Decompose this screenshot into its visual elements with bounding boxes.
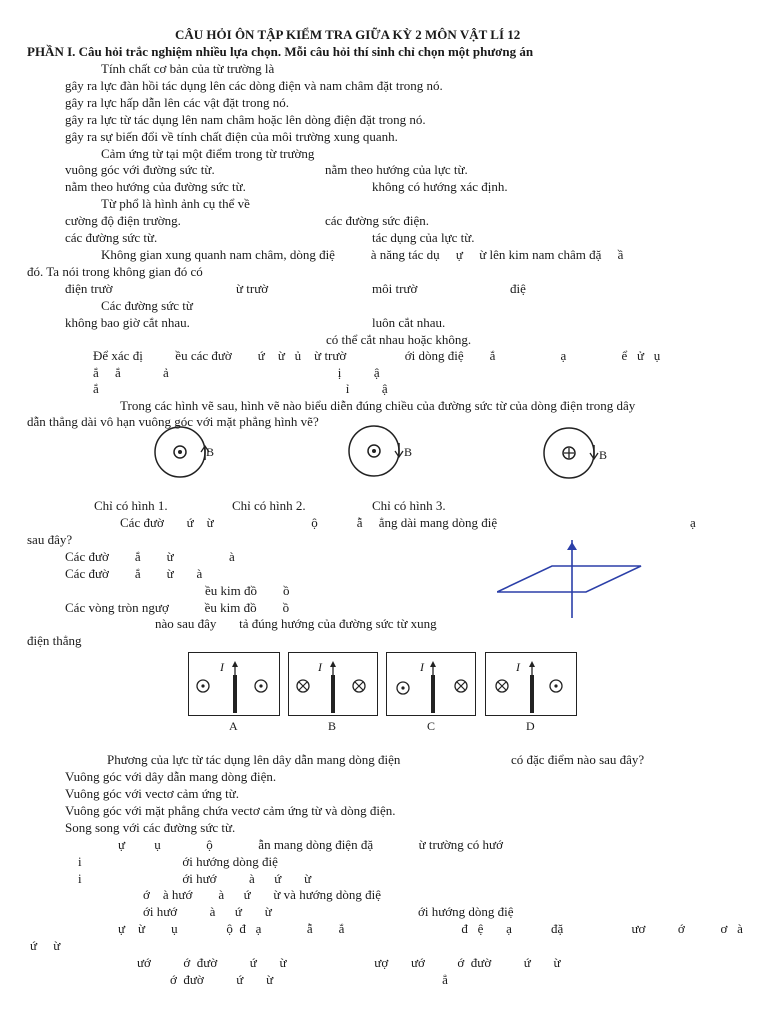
q4-option-d: điệ: [510, 281, 526, 296]
q10-stem-end: có đặc điểm nào sau đây?: [511, 752, 645, 767]
q4-option-c: môi trườ: [372, 281, 418, 296]
current-label-a: I: [220, 660, 224, 674]
q4-option-a: điện trườ: [65, 281, 113, 296]
field-lines-figure: [0, 425, 768, 485]
q3-option-d: tác dụng của lực từ.: [372, 230, 475, 245]
q8-option-a: Các đườ ắ ừ à: [65, 549, 235, 564]
panel-c-drawing: [387, 653, 475, 715]
panel-b: [288, 652, 378, 716]
q8-option-c: Các vòng tròn ngượ ều kim đồ ồ: [65, 600, 290, 615]
q2-option-c: nằm theo hướng của đường sức từ.: [65, 179, 246, 194]
q5-option-c: có thể cắt nhau hoặc không.: [326, 332, 472, 347]
q10-option-b: Vuông góc với vectơ cảm ứng từ.: [65, 786, 239, 801]
q1-option-c: gây ra lực từ tác dụng lên nam châm hoặc lên dòng điện đặt trong nó.: [65, 112, 426, 127]
q3-stem: Từ phổ là hình ảnh cụ thể về: [101, 196, 250, 211]
b-label-2: B: [404, 445, 413, 459]
q1-stem: Tính chất cơ bản của từ trường là: [101, 61, 275, 76]
q11-line5: ới hướ à ứ ừ ới hướng dòng điệ: [143, 904, 514, 919]
panel-b-drawing: [289, 653, 377, 715]
q2-option-b: nằm theo hướng của lực từ.: [325, 162, 468, 177]
plane-wire-figure: [497, 540, 647, 620]
q5-stem: Các đường sức từ: [101, 298, 193, 313]
q7-option-c: Chỉ có hình 3.: [372, 498, 446, 513]
q7-stem-cont: dẫn thẳng dài vô hạn vuông góc với mặt phẳng hình vẽ?: [27, 414, 319, 429]
q6-line2: ắ ắ ả ị ậ: [93, 365, 380, 380]
q6-line3: ắ ỉ ậ: [93, 381, 388, 396]
q1-option-d: gây ra sự biến đổi về tính chất điện của môi trường xung quanh.: [65, 129, 398, 144]
q12-line4: ớ đườ ứ ừ ẳ: [170, 972, 448, 987]
q12-stem-cont: ứ ừ: [30, 938, 61, 953]
q3-option-a: cường độ điện trường.: [65, 213, 181, 228]
q11-stem: ự ụ ộ ẫn mang dòng điện đặ ừ trường có hướ: [118, 837, 503, 852]
q4-stem-cont: đó. Ta nói trong không gian đó có: [27, 264, 203, 279]
q3-option-c: các đường sức từ.: [65, 230, 158, 245]
q7-option-a: Chỉ có hình 1.: [94, 498, 168, 513]
q2-option-a: vuông góc với đường sức từ.: [65, 162, 215, 177]
q1-option-a: gây ra lực đàn hồi tác dụng lên các dòng điện và nam châm đặt trong nó.: [65, 78, 443, 93]
q8-stem-cont: sau đây?: [27, 532, 73, 547]
panel-a: [188, 652, 280, 716]
current-label-d: I: [516, 660, 520, 674]
panel-d-drawing: [486, 653, 576, 715]
q10-stem: Phương của lực từ tác dụng lên dây dẫn mang dòng điện: [107, 752, 401, 767]
q11-line4: ớ à hướ à ứ ừ và hướng dòng điệ: [143, 887, 381, 902]
q10-option-d: Song song với các đường sức từ.: [65, 820, 236, 835]
q2-option-d: không có hướng xác định.: [372, 179, 508, 194]
panel-label-a: A: [229, 719, 238, 733]
current-label-c: I: [420, 660, 424, 674]
q12-line3: ướ ớ đườ ứ ừ ượ ướ ớ đườ ứ ừ: [137, 955, 561, 970]
q2-stem: Cảm ứng từ tại một điểm trong từ trường: [101, 146, 315, 161]
q10-option-a: Vuông góc với dây dẫn mang dòng điện.: [65, 769, 277, 784]
panel-a-drawing: [189, 653, 279, 715]
part-heading: PHẦN I. Câu hỏi trắc nghiệm nhiều lựa chọn. Mỗi câu hỏi thí sinh chỉ chọn một phương án: [27, 44, 534, 59]
panel-label-b: B: [328, 719, 337, 733]
page-title: CÂU HỎI ÔN TẬP KIỂM TRA GIỮA KỲ 2 MÔN VẬT LÍ 12: [175, 27, 521, 42]
panel-label-c: C: [427, 719, 436, 733]
q5-option-a: không bao giờ cắt nhau.: [65, 315, 190, 330]
figure-2: [349, 426, 403, 476]
q8-option-b: Các đườ ắ ừ à: [65, 566, 203, 581]
q8-stem: Các đườ ứ ừ ộ ẫ ẳng dài mang dòng điệ: [120, 515, 498, 530]
q6-stem: Để xác đị ều các đườ ứ ừ ủ ừ trườ ới dòng điệ ắ ạ ể ử ụ: [93, 348, 661, 363]
q12-stem: ự ừ ụ ộ đ ạ ẫ ắ đ ệ ạ đặ ươ ớ ơ à: [118, 921, 743, 936]
q7-option-b: Chỉ có hình 2.: [232, 498, 306, 513]
panel-label-d: D: [526, 719, 535, 733]
q4-stem: Không gian xung quanh nam châm, dòng điệ à năng tác dụ ự ừ lên kim nam châm đặ ầ: [101, 247, 624, 262]
q11-line2: i ới hướng dòng điệ: [78, 854, 278, 869]
panel-c: [386, 652, 476, 716]
current-label-b: I: [318, 660, 322, 674]
q11-line3: i ới hướ à ứ ừ: [78, 871, 312, 886]
q8-option-b-cont: ều kim đồ ồ: [205, 583, 290, 598]
q9-stem: nào sau đây tả đúng hướng của đường sức từ xung: [155, 616, 437, 631]
q9-stem-cont: điện thẳng: [27, 633, 82, 648]
q3-option-b: các đường sức điện.: [325, 213, 429, 228]
q5-option-b: luôn cắt nhau.: [372, 315, 446, 330]
q10-option-c: Vuông góc với mặt phẳng chứa vectơ cảm ứng từ và dòng điện.: [65, 803, 396, 818]
q7-stem: Trong các hình vẽ sau, hình vẽ nào biểu diễn đúng chiều của đường sức từ của dòng điện trong dây: [120, 398, 636, 413]
q1-option-b: gây ra lực hấp dẫn lên các vật đặt trong nó.: [65, 95, 289, 110]
panel-d: [485, 652, 577, 716]
figure-1: [155, 427, 209, 477]
q4-option-b: ừ trườ: [236, 281, 269, 296]
figure-3: [544, 428, 598, 478]
q8-stem-end: ạ: [690, 515, 696, 530]
b-label-3: B: [599, 448, 608, 462]
b-label-1: B: [206, 445, 215, 459]
